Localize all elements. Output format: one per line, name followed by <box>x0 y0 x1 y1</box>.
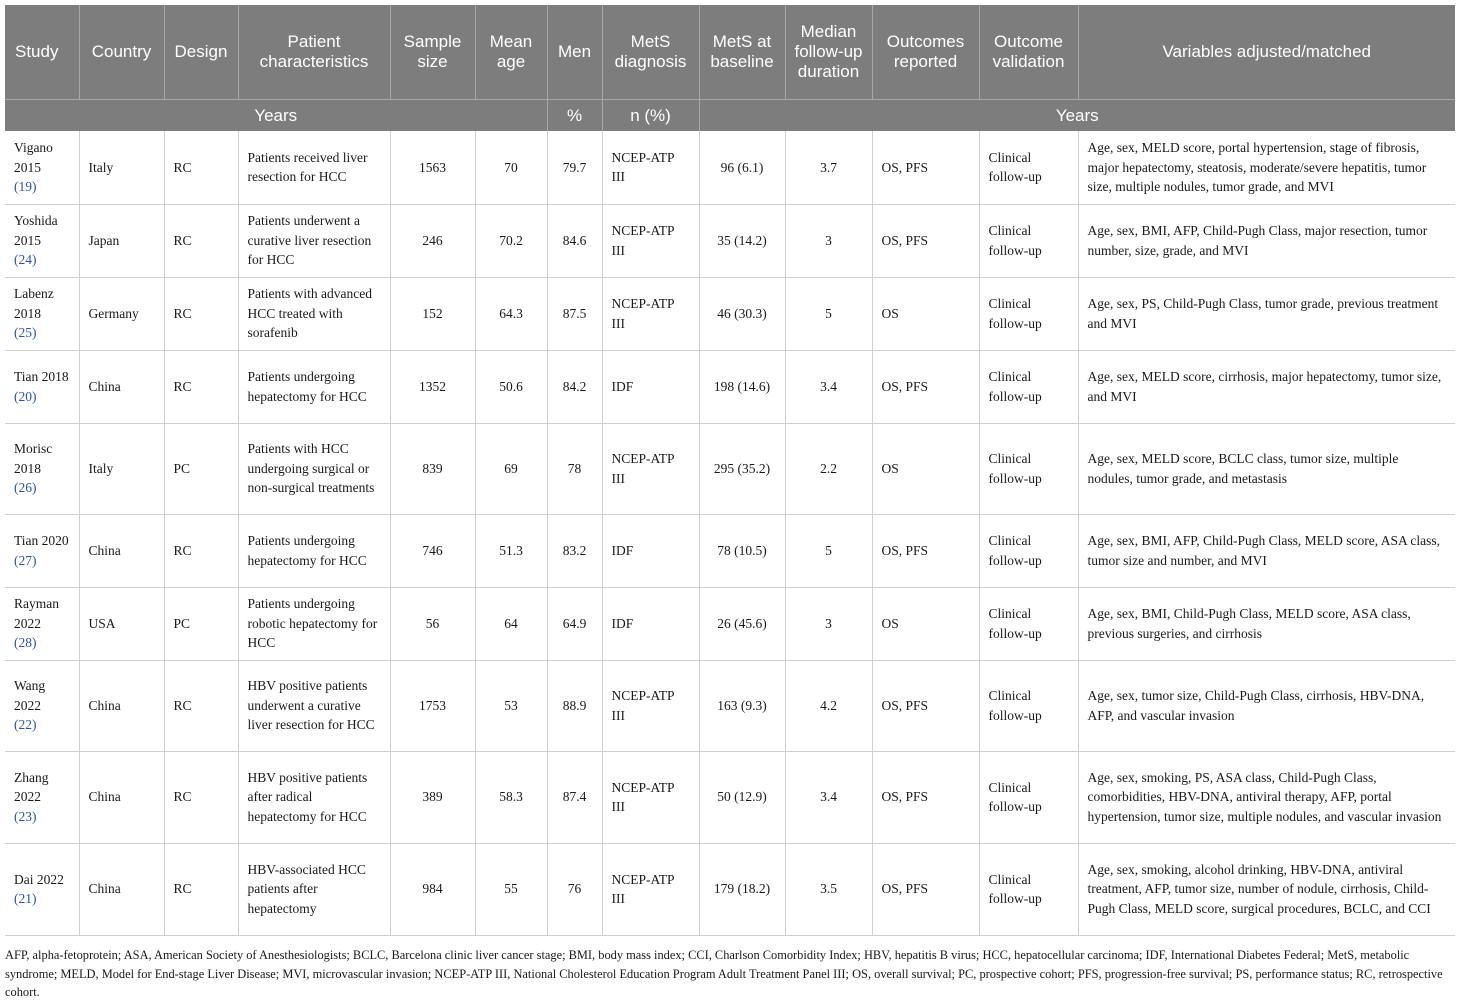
cell-mets-baseline: 35 (14.2) <box>699 204 785 277</box>
reference-link[interactable]: (22) <box>14 717 37 733</box>
cell-country: China <box>79 751 164 843</box>
cell-outcomes-reported: OS <box>872 587 979 660</box>
cell-country: China <box>79 514 164 587</box>
cell-men: 87.5 <box>547 277 602 350</box>
cell-country: Italy <box>79 131 164 204</box>
cell-median-followup: 3.4 <box>785 751 872 843</box>
cell-median-followup: 2.2 <box>785 423 872 514</box>
cell-sample-size: 984 <box>390 843 475 935</box>
cell-patient-characteristics: HBV positive patients underwent a curative liver resection for HCC <box>238 660 390 751</box>
cell-outcomes-reported: OS, PFS <box>872 843 979 935</box>
cell-mean-age: 64 <box>475 587 547 660</box>
cell-patient-characteristics: HBV positive patients after radical hepatectomy for HCC <box>238 751 390 843</box>
cell-median-followup: 5 <box>785 514 872 587</box>
header-outcomes-reported: Outcomes reported <box>872 5 979 100</box>
cell-country: China <box>79 843 164 935</box>
table-row <box>5 514 1455 587</box>
cell-mets-diagnosis: IDF <box>602 514 699 587</box>
header-men: Men <box>547 5 602 100</box>
cell-outcomes-reported: OS <box>872 277 979 350</box>
cell-men: 88.9 <box>547 660 602 751</box>
cell-men: 87.4 <box>547 751 602 843</box>
cell-mean-age: 69 <box>475 423 547 514</box>
study-characteristics-table <box>5 5 1455 936</box>
cell-mets-diagnosis: NCEP-ATP III <box>602 843 699 935</box>
study-name: Tian 2020 <box>14 533 69 548</box>
table-row <box>5 277 1455 350</box>
cell-variables-adjusted: Age, sex, BMI, AFP, Child-Pugh Class, major resection, tumor number, size, grade, and MVI <box>1078 204 1455 277</box>
cell-median-followup: 5 <box>785 277 872 350</box>
cell-variables-adjusted: Age, sex, MELD score, portal hypertension, stage of fibrosis, major hepatectomy, steatosis, moderate/severe hepatitis, tumor size, multiple nodules, tumor grade, and MVI <box>1078 131 1455 204</box>
cell-mets-diagnosis: IDF <box>602 587 699 660</box>
cell-study <box>5 514 79 587</box>
header-mets-diagnosis: MetS diagnosis <box>602 5 699 100</box>
cell-mets-diagnosis: NCEP-ATP III <box>602 751 699 843</box>
table-row <box>5 751 1455 843</box>
cell-country: Japan <box>79 204 164 277</box>
reference-link[interactable]: (25) <box>14 325 37 341</box>
header-study: Study <box>5 5 79 100</box>
header-median-followup: Median follow-up duration <box>785 5 872 100</box>
cell-study <box>5 277 79 350</box>
cell-median-followup: 3.7 <box>785 131 872 204</box>
cell-men: 83.2 <box>547 514 602 587</box>
study-name: Morisc 2018 <box>14 441 53 476</box>
cell-design: RC <box>164 131 238 204</box>
cell-outcomes-reported: OS, PFS <box>872 131 979 204</box>
study-name: Tian 2018 <box>14 369 69 384</box>
cell-mets-diagnosis: NCEP-ATP III <box>602 423 699 514</box>
cell-outcome-validation: Clinical follow-up <box>979 587 1078 660</box>
cell-mets-baseline: 295 (35.2) <box>699 423 785 514</box>
cell-design: RC <box>164 204 238 277</box>
header-outcome-validation: Outcome validation <box>979 5 1078 100</box>
reference-link[interactable]: (24) <box>14 252 37 268</box>
cell-design: RC <box>164 843 238 935</box>
cell-sample-size: 746 <box>390 514 475 587</box>
reference-link[interactable]: (19) <box>14 179 37 194</box>
cell-men: 76 <box>547 843 602 935</box>
cell-design: RC <box>164 660 238 751</box>
study-name: Yoshida 2015 <box>14 213 58 248</box>
cell-variables-adjusted: Age, sex, PS, Child-Pugh Class, tumor grade, previous treatment and MVI <box>1078 277 1455 350</box>
cell-variables-adjusted: Age, sex, smoking, alcohol drinking, HBV-DNA, antiviral treatment, AFP, tumor size, number of nodule, cirrhosis, Child-Pugh Class, MELD score, surgical procedures, BCLC, and CCI <box>1078 843 1455 935</box>
table-row <box>5 660 1455 751</box>
cell-outcome-validation: Clinical follow-up <box>979 514 1078 587</box>
cell-patient-characteristics: Patients with HCC undergoing surgical or non-surgical treatments <box>238 423 390 514</box>
cell-outcome-validation: Clinical follow-up <box>979 350 1078 423</box>
cell-sample-size: 1753 <box>390 660 475 751</box>
cell-outcomes-reported: OS, PFS <box>872 204 979 277</box>
cell-country: USA <box>79 587 164 660</box>
study-name: Dai 2022 <box>14 871 64 887</box>
cell-design: PC <box>164 587 238 660</box>
cell-design: RC <box>164 514 238 587</box>
cell-variables-adjusted: Age, sex, MELD score, cirrhosis, major hepatectomy, tumor size, and MVI <box>1078 350 1455 423</box>
cell-country: China <box>79 660 164 751</box>
reference-link[interactable]: (28) <box>14 635 37 651</box>
cell-mean-age: 58.3 <box>475 751 547 843</box>
cell-study <box>5 751 79 843</box>
unit-age: Years <box>5 100 547 132</box>
cell-mean-age: 53 <box>475 660 547 751</box>
table-row <box>5 350 1455 423</box>
study-characteristics-table-container <box>5 5 1455 936</box>
cell-mets-baseline: 163 (9.3) <box>699 660 785 751</box>
cell-median-followup: 3 <box>785 204 872 277</box>
units-row <box>5 100 1455 132</box>
header-country: Country <box>79 5 164 100</box>
cell-study <box>5 204 79 277</box>
cell-patient-characteristics: Patients received liver resection for HCC <box>238 131 390 204</box>
reference-link[interactable]: (27) <box>14 552 37 568</box>
cell-mets-diagnosis: NCEP-ATP III <box>602 131 699 204</box>
cell-median-followup: 4.2 <box>785 660 872 751</box>
cell-mets-baseline: 96 (6.1) <box>699 131 785 204</box>
header-patient-characteristics: Patient characteristics <box>238 5 390 100</box>
header-design: Design <box>164 5 238 100</box>
cell-design: PC <box>164 423 238 514</box>
cell-sample-size: 246 <box>390 204 475 277</box>
cell-design: RC <box>164 350 238 423</box>
study-name: Labenz 2018 <box>14 286 54 321</box>
cell-mets-baseline: 78 (10.5) <box>699 514 785 587</box>
cell-study <box>5 131 79 204</box>
unit-mets-baseline: n (%) <box>602 100 699 132</box>
cell-outcome-validation: Clinical follow-up <box>979 751 1078 843</box>
cell-mean-age: 55 <box>475 843 547 935</box>
cell-outcome-validation: Clinical follow-up <box>979 843 1078 935</box>
reference-link[interactable]: (21) <box>14 891 37 906</box>
study-name: Zhang 2022 <box>14 769 49 805</box>
cell-mets-baseline: 179 (18.2) <box>699 843 785 935</box>
cell-outcomes-reported: OS, PFS <box>872 514 979 587</box>
cell-mean-age: 51.3 <box>475 514 547 587</box>
reference-link[interactable]: (26) <box>14 480 37 496</box>
cell-outcomes-reported: OS <box>872 423 979 514</box>
cell-study <box>5 843 79 935</box>
header-row <box>5 5 1455 100</box>
cell-study <box>5 423 79 514</box>
cell-study <box>5 660 79 751</box>
cell-sample-size: 152 <box>390 277 475 350</box>
cell-mets-baseline: 198 (14.6) <box>699 350 785 423</box>
cell-study <box>5 587 79 660</box>
table-row <box>5 843 1455 935</box>
study-name: Vigano 2015 <box>14 140 53 175</box>
table-row <box>5 204 1455 277</box>
header-mean-age: Mean age <box>475 5 547 100</box>
cell-mets-baseline: 26 (45.6) <box>699 587 785 660</box>
cell-men: 78 <box>547 423 602 514</box>
header-sample-size: Sample size <box>390 5 475 100</box>
table-row <box>5 131 1455 204</box>
table-row <box>5 587 1455 660</box>
cell-patient-characteristics: Patients undergoing hepatectomy for HCC <box>238 350 390 423</box>
cell-country: Germany <box>79 277 164 350</box>
cell-design: RC <box>164 277 238 350</box>
cell-country: China <box>79 350 164 423</box>
cell-median-followup: 3.4 <box>785 350 872 423</box>
cell-patient-characteristics: HBV-associated HCC patients after hepatectomy <box>238 843 390 935</box>
table-row <box>5 423 1455 514</box>
cell-mets-diagnosis: NCEP-ATP III <box>602 660 699 751</box>
cell-outcome-validation: Clinical follow-up <box>979 423 1078 514</box>
cell-outcomes-reported: OS, PFS <box>872 751 979 843</box>
cell-mean-age: 70 <box>475 131 547 204</box>
cell-mean-age: 70.2 <box>475 204 547 277</box>
unit-men: % <box>547 100 602 132</box>
cell-men: 79.7 <box>547 131 602 204</box>
header-mets-baseline: MetS at baseline <box>699 5 785 100</box>
cell-country: Italy <box>79 423 164 514</box>
cell-patient-characteristics: Patients undergoing robotic hepatectomy for HCC <box>238 587 390 660</box>
cell-median-followup: 3 <box>785 587 872 660</box>
cell-mean-age: 64.3 <box>475 277 547 350</box>
cell-men: 64.9 <box>547 587 602 660</box>
cell-outcome-validation: Clinical follow-up <box>979 277 1078 350</box>
cell-mets-baseline: 50 (12.9) <box>699 751 785 843</box>
header-variables-adjusted: Variables adjusted/matched <box>1078 5 1455 100</box>
cell-study <box>5 350 79 423</box>
cell-sample-size: 56 <box>390 587 475 660</box>
cell-mets-diagnosis: NCEP-ATP III <box>602 204 699 277</box>
cell-outcome-validation: Clinical follow-up <box>979 204 1078 277</box>
study-name: Rayman 2022 <box>14 596 59 631</box>
cell-sample-size: 389 <box>390 751 475 843</box>
cell-men: 84.2 <box>547 350 602 423</box>
cell-mets-diagnosis: NCEP-ATP III <box>602 277 699 350</box>
cell-variables-adjusted: Age, sex, MELD score, BCLC class, tumor size, multiple nodules, tumor grade, and metastasis <box>1078 423 1455 514</box>
cell-patient-characteristics: Patients underwent a curative liver resection for HCC <box>238 204 390 277</box>
cell-variables-adjusted: Age, sex, BMI, AFP, Child-Pugh Class, MELD score, ASA class, tumor size and number, and MVI <box>1078 514 1455 587</box>
unit-followup: Years <box>699 100 1455 132</box>
study-name: Wang 2022 <box>14 678 46 713</box>
table-body <box>5 131 1455 935</box>
reference-link[interactable]: (20) <box>14 388 37 404</box>
cell-sample-size: 1352 <box>390 350 475 423</box>
cell-patient-characteristics: Patients undergoing hepatectomy for HCC <box>238 514 390 587</box>
cell-outcomes-reported: OS, PFS <box>872 350 979 423</box>
cell-median-followup: 3.5 <box>785 843 872 935</box>
cell-men: 84.6 <box>547 204 602 277</box>
cell-variables-adjusted: Age, sex, tumor size, Child-Pugh Class, cirrhosis, HBV-DNA, AFP, and vascular invasion <box>1078 660 1455 751</box>
cell-patient-characteristics: Patients with advanced HCC treated with sorafenib <box>238 277 390 350</box>
cell-sample-size: 1563 <box>390 131 475 204</box>
cell-mean-age: 50.6 <box>475 350 547 423</box>
cell-outcome-validation: Clinical follow-up <box>979 660 1078 751</box>
cell-variables-adjusted: Age, sex, BMI, Child-Pugh Class, MELD score, ASA class, previous surgeries, and cirrhosis <box>1078 587 1455 660</box>
cell-variables-adjusted: Age, sex, smoking, PS, ASA class, Child-Pugh Class, comorbidities, HBV-DNA, antiviral therapy, AFP, portal hypertension, tumor size, multiple nodules, and vascular invasion <box>1078 751 1455 843</box>
cell-mets-baseline: 46 (30.3) <box>699 277 785 350</box>
cell-sample-size: 839 <box>390 423 475 514</box>
cell-outcome-validation: Clinical follow-up <box>979 131 1078 204</box>
cell-mets-diagnosis: IDF <box>602 350 699 423</box>
table-footnote: AFP, alpha-fetoprotein; ASA, American Society of Anesthesiologists; BCLC, Barcelona clinic liver cancer stage; BMI, body mass index; CCI, Charlson Comorbidity Index; HBV, hepatitis B virus; HCC, hepatocellular carcinoma; IDF, International Diabetes Federal; MetS, metabolic syndrome; MELD, Model for End-stage Liver Disease; MVI, microvascular invasion; NCEP-ATP III, National Cholesterol Education Program Adult Treatment Panel III; OS, overall survival; PC, prospective cohort; PFS, progression-free survival; PS, performance status; RC, retrospective cohort. <box>5 948 1443 999</box>
cell-outcomes-reported: OS, PFS <box>872 660 979 751</box>
cell-design: RC <box>164 751 238 843</box>
reference-link[interactable]: (23) <box>14 808 37 824</box>
